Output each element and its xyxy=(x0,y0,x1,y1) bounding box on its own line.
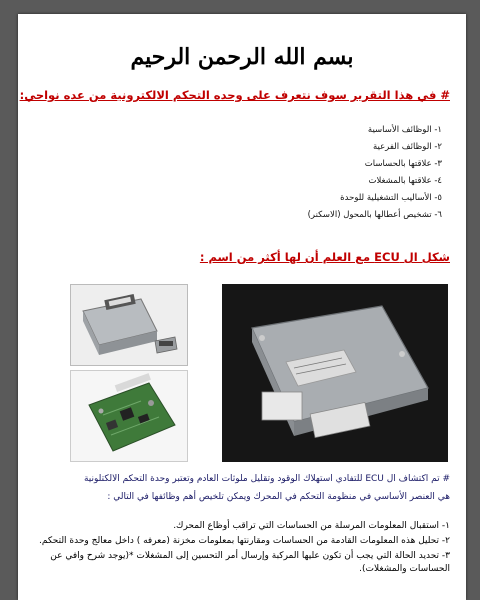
circuit-board-photo xyxy=(70,370,188,462)
basmala-title: بسم الله الرحمن الرحيم xyxy=(130,44,354,70)
ecu-unit-photo xyxy=(222,284,448,462)
list-item: ٣- تحديد الحالة التي يجب أن تكون عليها المركبة وإرسال أمر التحسين إلى المشغلات *(يوجد شرح وافي عن الحساسات والمشغلات). xyxy=(50,551,450,574)
list-item: ٢- الوظائف الفرعية xyxy=(372,142,442,152)
list-item: ١- الوظائف الأساسية xyxy=(367,125,442,135)
ecu-module-photo xyxy=(70,284,188,366)
list-item: ٢- تحليل هذه المعلومات القادمة من الحساسات ومقارنتها بمعلومات مخزنة (معرفه ) داخل معالج وحدة التحكم. xyxy=(38,536,450,546)
list-item: ١- استقبال المعلومات المرسلة من الحساسات التي تراقب أوظاع المحرك. xyxy=(173,521,450,531)
topics-list xyxy=(308,122,442,224)
ecu-intro-paragraph: # تم اكتشاف ال ECU للتفادي استهلاك الوقود وتقليل ملوثات العادم وتعتبر وحدة التحكم الالكتلونية xyxy=(83,474,450,484)
document-page xyxy=(18,14,466,600)
list-item: ٤- علاقتها بالمشغلات xyxy=(368,176,442,186)
list-item: ٥- الأساليب التشغيلية للوحدة xyxy=(340,193,442,203)
intro-heading: # في هذا التقرير سوف نتعرف على وحده التحكم الالكترونية من عده نواحي: xyxy=(19,88,450,102)
list-item: ٣- علاقتها بالحساسات xyxy=(364,159,442,169)
ecu-summary-paragraph: هي العنصر الأساسي في منظومة التحكم في المحرك ويمكن تلخيص أهم وظائفها في التالي : xyxy=(107,492,450,502)
ecu-shape-heading: شكل ال ECU مع العلم أن لها أكثر من اسم : xyxy=(199,250,450,264)
functions-list xyxy=(30,520,450,578)
list-item: ٦- تشخيص أعطالها بالمحول (الاسكنر) xyxy=(307,210,442,220)
